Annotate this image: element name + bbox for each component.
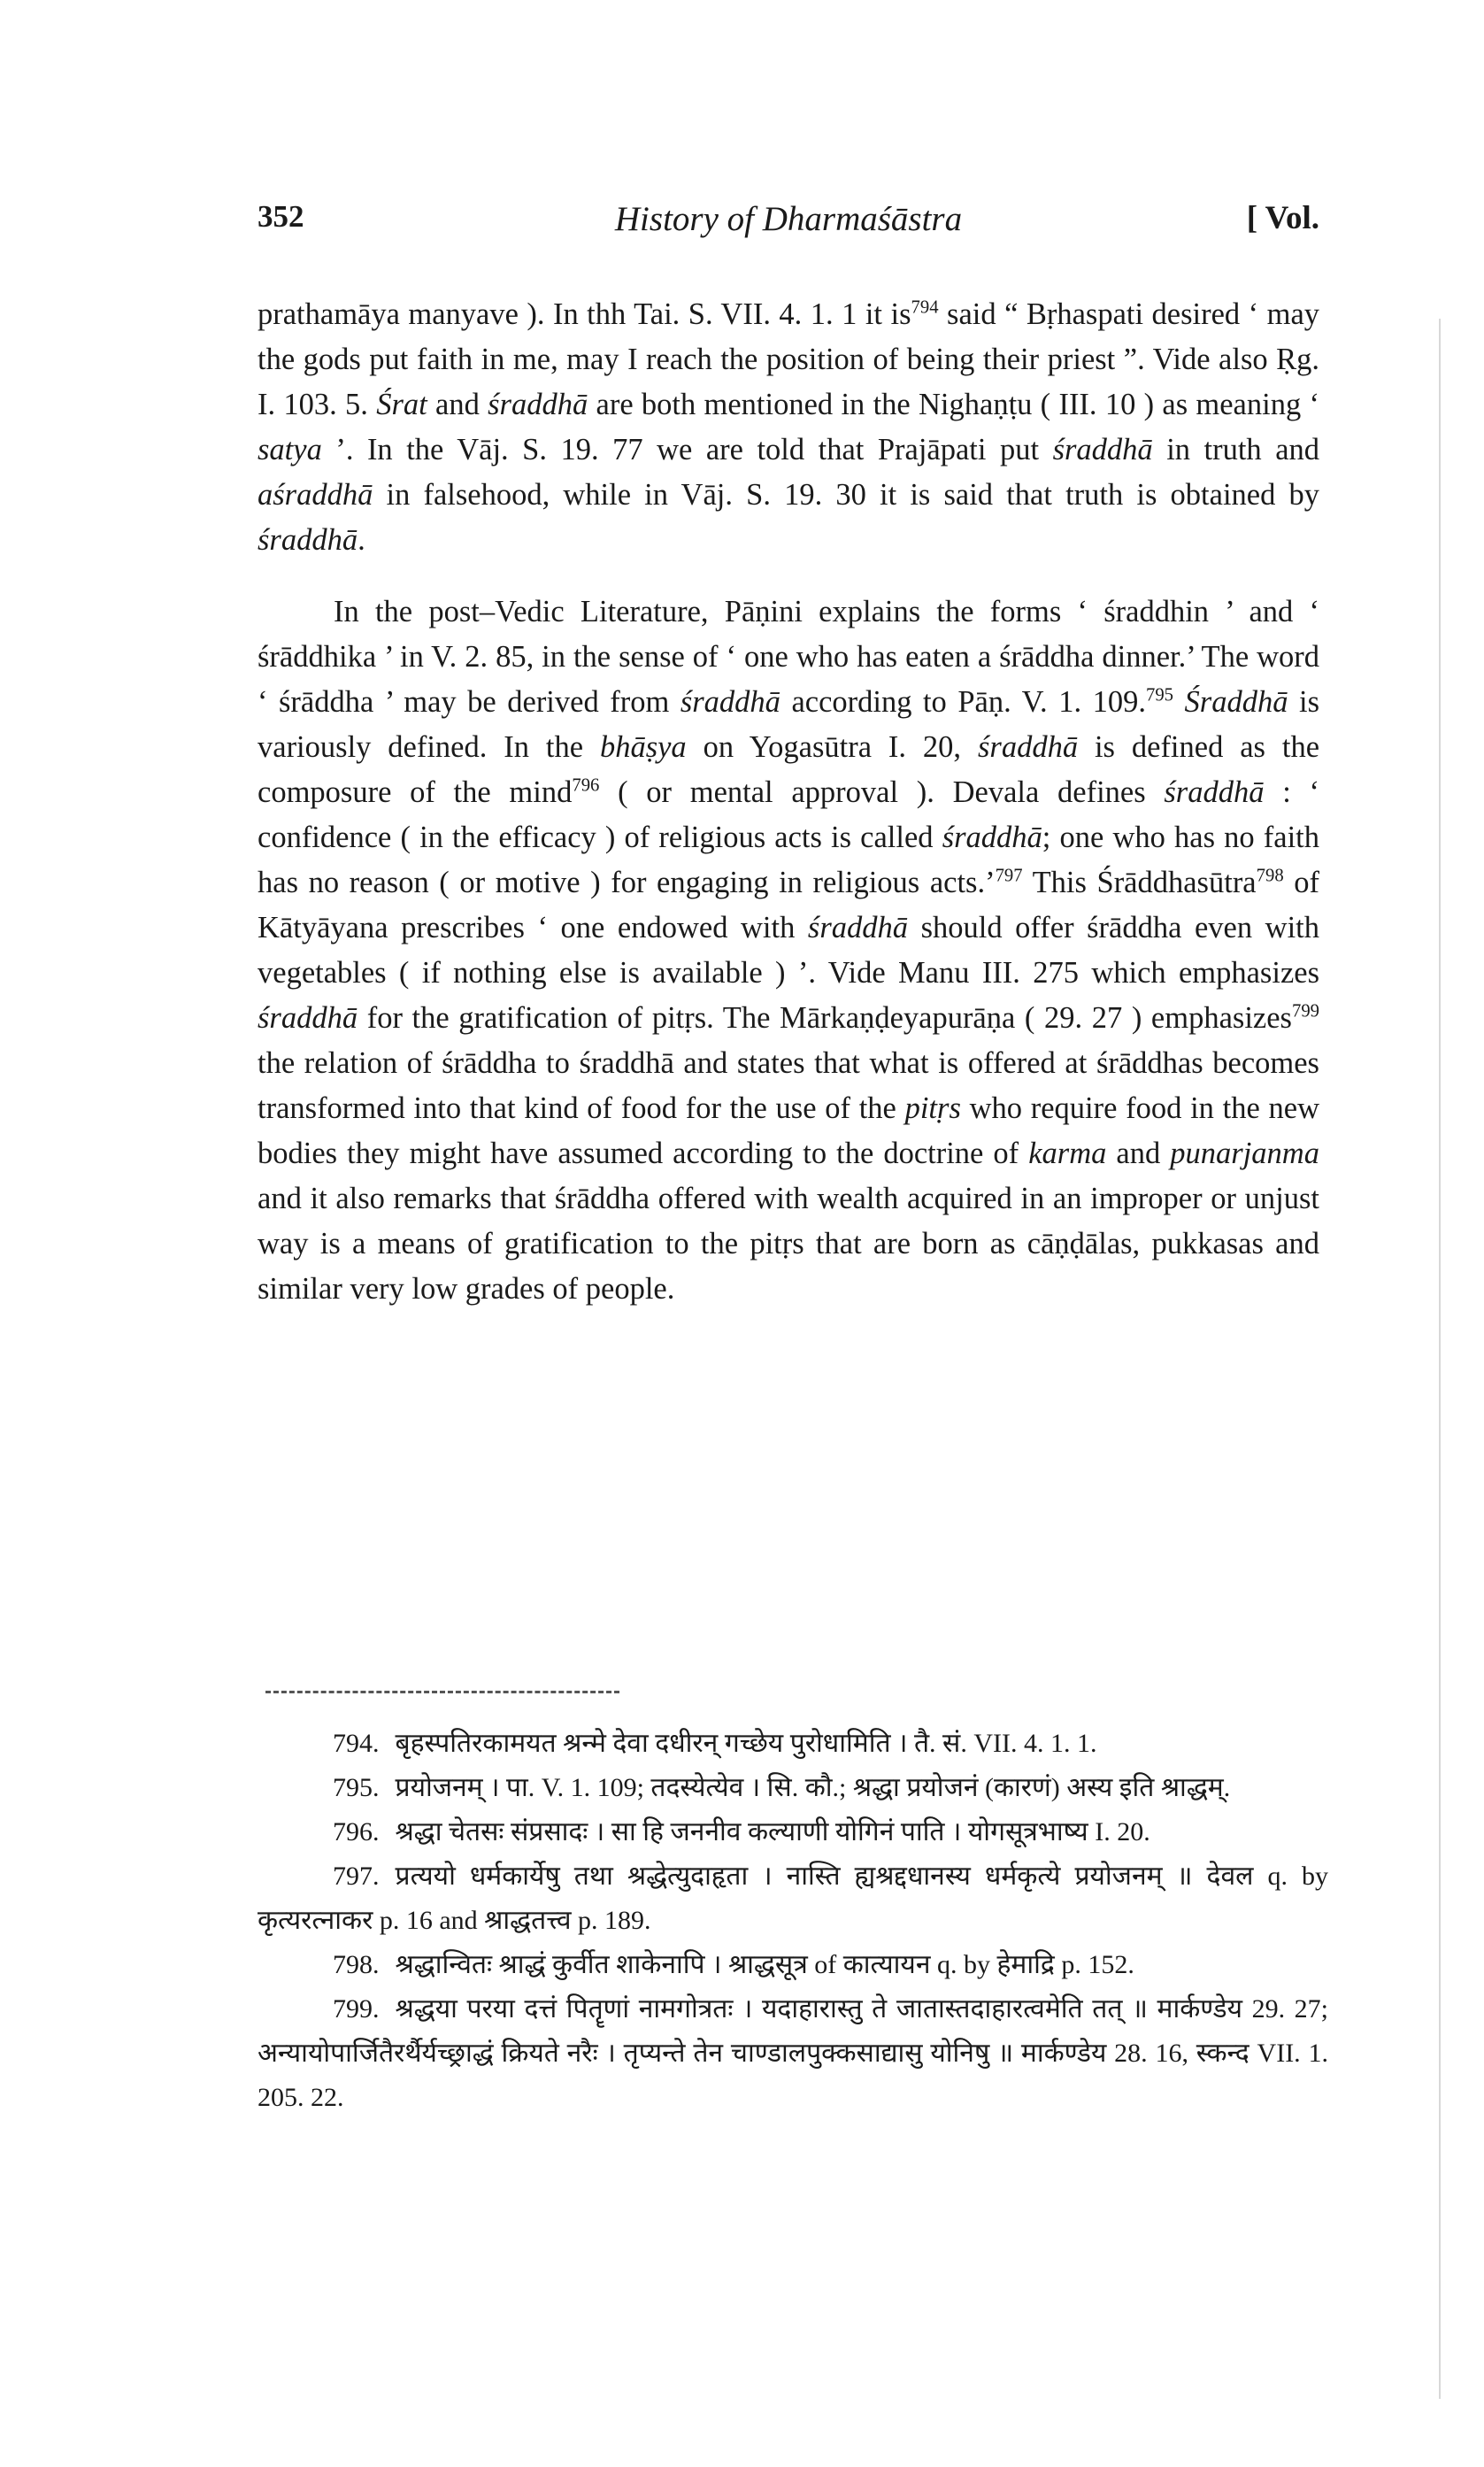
footnote-798 xyxy=(258,1943,1328,1987)
footnote-divider xyxy=(265,1691,619,1693)
page-number: 352 xyxy=(258,199,304,234)
running-title: History of Dharmaśāstra xyxy=(614,200,963,238)
footnote-ref-798[interactable]: 798 xyxy=(1256,866,1284,886)
paragraph-1: prathamāya manyave ). In thh Tai. S. VII. 4. 1. 1 it $is^{794}$ said “ Bṛhaspati desired ‘ may the gods put faith in me, may I reach the position of being their priest ”. Vide also Ṛg. I. 103. 5. Śrat and śraddhā are both mentioned in the Nighaṇṭu ( III. 10 ) as meaning ‘ satya ’. In the Vāj. S. 19. 77 we are told that Prajāpati put śraddhā in truth and aśraddhā in falsehood, while in Vāj. S. 19. 30 it is said that truth is obtained by śraddhā. xyxy=(258,297,1320,557)
footnote-number: 794. xyxy=(333,1729,380,1758)
footnote-number: 799. xyxy=(333,1994,380,2024)
footnote-ref-795[interactable]: 795 xyxy=(1145,685,1174,705)
scan-edge-line xyxy=(1439,319,1441,2399)
footnote-text: श्रद्धया परया दत्तं पितॄणां नामगोत्रतः । यदाहारास्तु ते जातास्तदाहारत्वमेति तत् ॥ मार्कण्डेय 29. 27; अन्यायोपार्जितैरर्थैर्यच्छ्राद्धं क्रियते नरैः । तृप्यन्ते तेन चाण्डालपुक्कसाद्यासु योनिषु ॥ मार्कण्डेय 28. 16, स्कन्द VII. 1. 205. 22. xyxy=(258,1994,1328,2112)
footnote-text: प्रत्ययो धर्मकार्येषु तथा श्रद्धेत्युदाहृता । नास्ति ह्यश्रद्दधानस्य धर्मकृत्ये प्रयोजनम् ॥ देवल q. by कृत्यरत्नाकर p. 16 and श्राद्धतत्त्व p. 189. xyxy=(258,1862,1328,1935)
footnote-number: 797. xyxy=(333,1862,380,1891)
volume-label: [ Vol. xyxy=(1246,200,1319,236)
page-header xyxy=(258,199,1319,252)
footnote-ref-796[interactable]: 796 xyxy=(572,775,600,796)
footnote-794 xyxy=(258,1722,1328,1766)
footnote-number: 798. xyxy=(333,1950,380,1979)
footnote-text: श्रद्धान्वितः श्राद्धं कुर्वीत शाकेनापि । श्राद्धसूत्र of कात्यायन q. by हेमाद्रि p. 152. xyxy=(395,1950,1134,1979)
footnote-797 xyxy=(258,1854,1328,1943)
footnote-number: 796. xyxy=(333,1817,380,1846)
footnote-ref-799[interactable]: 799 xyxy=(1291,1001,1319,1021)
body-text xyxy=(258,292,1319,1312)
footnote-text: बृहस्पतिरकामयत श्रन्मे देवा दधीरन् गच्छेय पुरोधामिति । तै. सं. VII. 4. 1. 1. xyxy=(395,1729,1097,1758)
footnotes xyxy=(258,1722,1328,2120)
footnote-text: प्रयोजनम् । पा. V. 1. 109; तदस्येत्येव । सि. कौ.; श्रद्धा प्रयोजनं (कारणं) अस्य इति श्राद्धम्. xyxy=(395,1773,1231,1802)
footnote-795 xyxy=(258,1766,1328,1810)
footnote-number: 795. xyxy=(333,1773,380,1802)
footnote-ref-797[interactable]: 797 xyxy=(995,866,1023,886)
footnote-ref-794[interactable]: 794 xyxy=(911,297,939,318)
paragraph-2: In the post–Vedic Literature, Pāṇini explains the forms ‘ śraddhin ’ and ‘ śrāddhika ’ in V. 2. 85, in the sense of ‘ one who has eaten a śrāddha dinner.’ The word ‘ śrāddha ’ may be derived from śraddhā according to Pāṇ. V. 1. 109.$^{795}$ Śraddhā is variously defined. In the bhāṣya on Yogasūtra I. 20, śraddhā is defined as the composure of the mind$^{796}$ ( or mental approval ). Devala defines śraddhā : ‘ confidence ( in the efficacy ) of religious acts is called śraddhā; one who has no faith has no reason ( or motive ) for engaging in religious acts.’$^{797}$ This Śrāddhasūtra$^{798}$ of Kātyāyana prescribes ‘ one endowed with śraddhā should offer śrāddha even with vegetables ( if nothing else is available ) ’. Vide Manu III. 275 which emphasizes śraddhā for the gratification of pitṛs. The Mārkaṇḍeyapurāṇa ( 29. 27 ) emphasizes$^{799}$ the relation of śrāddha to śraddhā and states that what is offered at śrāddhas becomes transformed into that kind of food for the use of the pitṛs who require food in the new bodies they might have assumed according to the doctrine of karma and punarjanma and it also remarks that śrāddha offered with wealth acquired in an improper or unjust way is a means of gratification to the pitṛs that are born as cāṇḍālas, pukkasas and similar very low grades of people. xyxy=(258,595,1320,1306)
footnote-799 xyxy=(258,1987,1328,2120)
footnote-text: श्रद्धा चेतसः संप्रसादः । सा हि जननीव कल्याणी योगिनं पाति । योगसूत्रभाष्य I. 20. xyxy=(395,1817,1150,1846)
footnote-796 xyxy=(258,1810,1328,1854)
